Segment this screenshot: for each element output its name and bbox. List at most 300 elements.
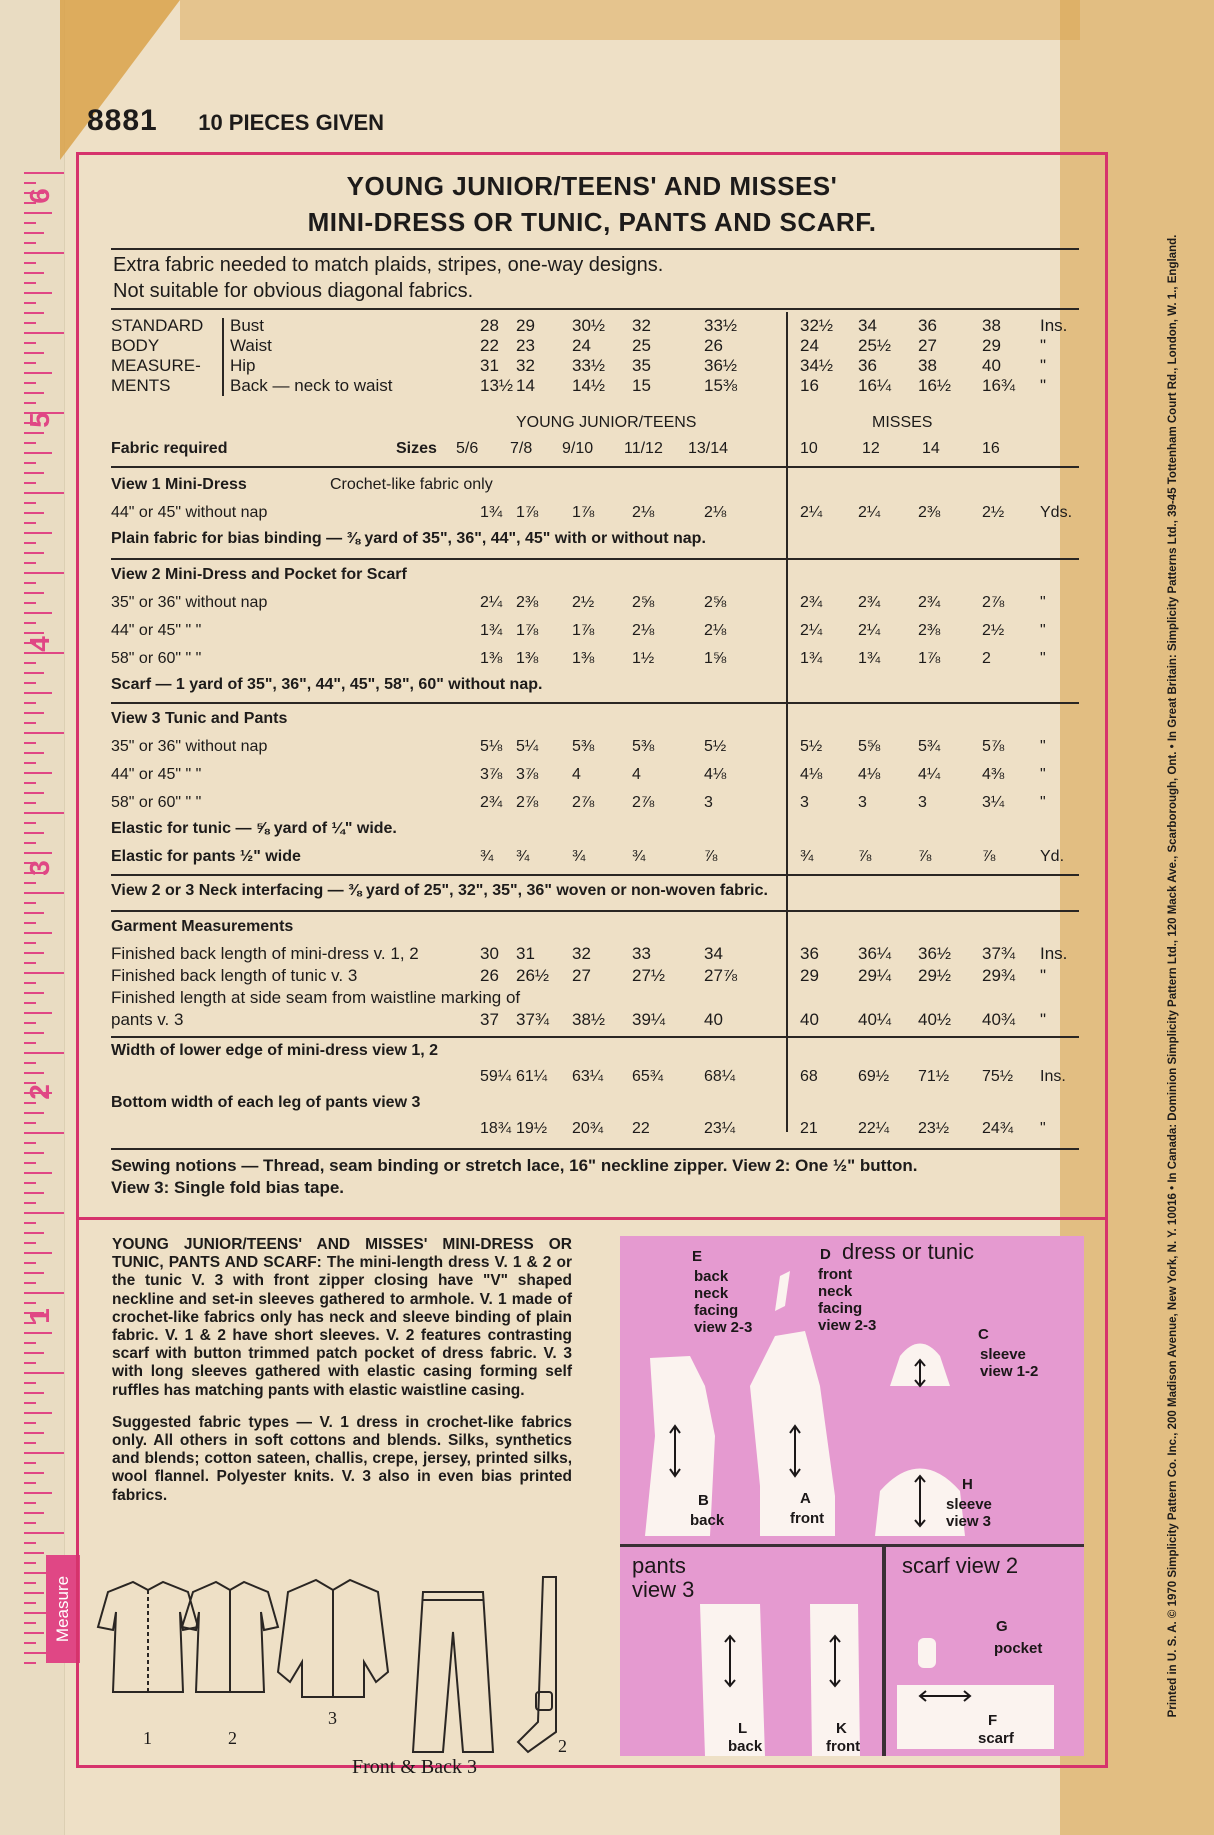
misses-value: 5⅝ [858,738,881,755]
misses-value: ⅞ [918,848,932,865]
ruler-tick [24,1642,36,1644]
ruler-tick [24,372,52,374]
teens-value: 3⅞ [480,766,503,783]
measurement-name: Waist [230,336,272,355]
teens-value: 27½ [632,966,666,985]
teens-value: 34 [704,944,723,963]
rule [111,874,1079,876]
ruler-tick [24,992,44,994]
teens-value: 33½ [704,316,738,335]
size-teens: 5/6 [456,440,479,457]
ruler-tick [24,472,44,474]
interfacing: View 2 or 3 Neck interfacing — ⅜ yard of 25", 32", 35", 36" woven or non-woven fabric. [111,882,768,899]
piece-l-label: back [728,1738,763,1755]
ruler-tick [24,732,64,734]
unit: Ins. [1040,1068,1066,1085]
unit: " [1040,766,1046,783]
ruler-tick [24,342,36,344]
ruler-tick [24,532,52,534]
misses-value: 16¾ [982,376,1016,395]
teens-value: 36½ [704,356,738,375]
teens-value: 23 [516,336,535,355]
measurement-brace [222,318,230,396]
ruler-tick [24,712,44,714]
ruler-tick [24,452,52,454]
measurement-name: Bust [230,316,265,335]
teens-value: 25 [632,336,651,355]
teens-value: 1⅜ [516,650,539,667]
misses-value: 4⅛ [858,766,881,783]
teens-value: 26½ [516,966,550,985]
ruler-tick [24,612,52,614]
dress-heading: dress or tunic [842,1239,975,1264]
misses-value: 34 [858,316,877,335]
misses-value: 40¼ [858,1010,892,1029]
ruler-tick [24,1162,36,1164]
ruler-tick [24,1252,52,1254]
rule [111,558,1079,560]
ruler-tick [24,1432,44,1434]
piece-c-label: sleeve view 1-2 [980,1346,1039,1380]
ruler-tick [24,1492,52,1494]
ruler-tick [24,522,36,524]
ruler-tick [24,1032,44,1034]
ruler-tick [24,912,44,914]
ruler-tick [24,1402,36,1404]
teens-value: 2⅝ [632,594,655,611]
ruler-tick [24,962,36,964]
elastic-tunic: Elastic for tunic — ⅝ yard of ¼" wide. [111,820,397,837]
misses-heading: MISSES [872,414,933,431]
measurement-name: Hip [230,356,256,375]
box-divider [79,1217,1105,1220]
piece-b-back [645,1356,715,1536]
ruler-tick [24,1042,36,1044]
view1-title: View 1 Mini-Dress [111,476,247,493]
misses-value: 68 [800,1068,818,1085]
ruler-tick [24,572,64,574]
misses-value: 2⅞ [982,594,1005,611]
ruler-tick [24,382,36,384]
misses-value: 5¾ [918,738,941,755]
ruler-tick [24,1302,36,1304]
misses-value: 38 [982,316,1001,335]
ruler-tick [24,882,36,884]
ruler-tick [24,442,36,444]
ruler-tick [24,1502,36,1504]
ruler-tick [24,1112,44,1114]
ruler-tick [24,1292,64,1294]
ruler-tick [24,1592,44,1594]
ruler-tick [24,632,44,634]
ruler-tick [24,392,44,394]
ruler-tick [24,302,36,304]
misses-value: 75½ [982,1068,1014,1085]
ruler-tick [24,1412,52,1414]
measure-tag [46,1555,80,1663]
size-misses: 16 [982,440,1000,457]
misses-value: 2½ [982,622,1005,639]
piece-l-letter: L [738,1720,748,1737]
row-label: 35" or 36" without nap [111,594,268,611]
size-misses: 10 [800,440,818,457]
sketch-caption: Front & Back 3 [352,1756,477,1778]
ruler-tick [24,972,64,974]
unit: Yds. [1040,504,1073,521]
ruler-tick [24,1602,36,1604]
ruler-tick [24,182,36,184]
ruler-tick [24,462,36,464]
garment-heading: Garment Measurements [111,918,294,935]
row-label: pants v. 3 [111,1010,184,1029]
measurement-label: MENTS [111,376,171,395]
notions-line-1: Sewing notions — Thread, seam binding or stretch lace, 16" neckline zipper. View 2: One ½" button. [111,1156,918,1175]
ruler-label: 6 [23,188,55,204]
teens-value: 15⅜ [704,376,738,395]
ruler-tick [24,1222,36,1224]
leg-label: Bottom width of each leg of pants view 3 [111,1094,421,1111]
ruler-tick [24,722,36,724]
teens-value: 23¼ [704,1120,736,1137]
ruler-tick [24,1232,44,1234]
misses-value: 36 [858,356,877,375]
ruler-tick [24,982,36,984]
unit: " [1040,356,1047,375]
unit: " [1040,650,1046,667]
ruler-tick [24,212,52,214]
teens-value: ⅞ [704,848,718,865]
unit: " [1040,1010,1047,1029]
piece-d-letter: D [820,1246,831,1263]
piece-e-letter: E [692,1248,703,1265]
misses-value: 1¾ [800,650,823,667]
unit: Yd. [1040,848,1065,865]
ruler-tick [24,562,36,564]
piece-a-letter: A [800,1490,811,1507]
ruler-tick [24,932,52,934]
ruler-tick [24,1372,64,1374]
piece-f-label: scarf [978,1730,1014,1747]
unit: Ins. [1040,944,1068,963]
teens-value: 65¾ [632,1068,664,1085]
ruler-tick [24,702,36,704]
teens-value: 5⅜ [632,738,655,755]
misses-value: 3 [800,794,809,811]
ruler-tick [24,1622,36,1624]
ruler-tick [24,1282,36,1284]
misses-value: 40¾ [982,1010,1016,1029]
note-line-1: Extra fabric needed to match plaids, stripes, one-way designs. [113,254,664,276]
sketch-number-scarf: 2 [558,1736,567,1756]
ruler-tick [24,592,44,594]
teens-value: 13½ [480,376,514,395]
misses-value: 1¾ [858,650,881,667]
teens-value: 1⅞ [572,622,595,639]
ruler-tick [24,322,36,324]
ruler-tick [24,1102,36,1104]
misses-value: 1⅞ [918,650,941,667]
sizes-label: Sizes [396,440,437,457]
piece-g-label: pocket [994,1640,1043,1657]
teens-value: 2⅞ [632,794,655,811]
rule [111,248,1079,250]
notes [113,252,663,304]
misses-value: 29½ [918,966,952,985]
ruler-tick [24,1022,36,1024]
ruler-tick [24,1462,36,1464]
ruler-label: 5 [23,412,55,428]
teens-value: 32 [516,356,535,375]
ruler-tick [24,792,44,794]
teens-value: 2⅛ [632,622,655,639]
teens-value: 32 [572,944,591,963]
fabric-types-paragraph: Suggested fabric types — V. 1 dress in crochet-like fabrics only. All others in soft cottons and blends. Silks, synthetics and blends; cotton sateen, challis, crepe, jersey, printed silks, wool flannel. Polyester knits. V. 3 also in even bias printed fabrics. [112,1413,572,1504]
view1-binding: Plain fabric for bias binding — ⅜ yard of 35", 36", 44", 45" with or without nap. [111,530,706,547]
misses-value: 2¾ [918,594,941,611]
teens-value: 2⅝ [704,594,727,611]
misses-value: 2¼ [800,504,823,521]
ruler-tick [24,1242,36,1244]
teens-value: 33 [632,944,651,963]
measurement-name: Back — neck to waist [230,376,393,395]
ruler-tick [24,222,36,224]
teens-value: 35 [632,356,651,375]
teens-value: 2½ [572,594,595,611]
teens-value: 4 [632,766,641,783]
ruler-tick [24,1122,36,1124]
ruler-tick [24,1532,64,1534]
teens-value: 5⅜ [572,738,595,755]
ruler-tick [24,262,36,264]
teens-value: 19½ [516,1120,548,1137]
ruler-tick [24,772,52,774]
piece-k-letter: K [836,1720,847,1737]
row-label: 44" or 45" " " [111,622,202,639]
ruler-tick [24,1002,36,1004]
ruler-tick [24,1132,64,1134]
teens-value: 2¾ [480,794,503,811]
unit: " [1040,794,1046,811]
rule [111,466,1079,468]
rule [111,910,1079,912]
misses-value: 24¾ [982,1120,1014,1137]
rule [111,702,1079,704]
view2-title: View 2 Mini-Dress and Pocket for Scarf [111,566,407,583]
sketch-number-3: 3 [328,1708,337,1728]
misses-value: 36¼ [858,944,892,963]
piece-f-letter: F [988,1712,998,1729]
misses-value: 24 [800,336,819,355]
view2-scarf: Scarf — 1 yard of 35", 36", 44", 45", 58", 60" without nap. [111,676,543,693]
unit: " [1040,376,1047,395]
ruler-tick [24,542,36,544]
teens-value: 5½ [704,738,727,755]
column-divider [786,312,788,1132]
piece-a-front [750,1331,835,1536]
teens-value: 5¼ [516,738,539,755]
misses-value: 36 [800,944,819,963]
misses-value: 2¼ [858,504,881,521]
ruler-tick [24,602,36,604]
teens-value: 1⅞ [516,504,539,521]
view3-title: View 3 Tunic and Pants [111,710,288,727]
envelope-header [87,104,384,138]
ruler-tick [24,1212,64,1214]
misses-value: 27 [918,336,937,355]
piece-d-front-facing [775,1271,790,1311]
sketch-pants [413,1592,493,1752]
teens-value: 26 [704,336,723,355]
ruler-label: 1 [23,1308,55,1324]
size-teens: 11/12 [624,440,663,457]
ruler-tick [24,502,36,504]
sketch-number-2: 2 [228,1728,237,1748]
misses-value: 3 [858,794,867,811]
elastic-pants-label: Elastic for pants ½" wide [111,848,301,865]
ruler-tick [24,1332,52,1334]
notions-line-2: View 3: Single fold bias tape. [111,1178,345,1197]
teens-value: 22 [632,1120,650,1137]
teens-value: 20¾ [572,1120,604,1137]
misses-value: ⅞ [858,848,872,865]
ruler-tick [24,1562,36,1564]
ruler-tick [24,682,36,684]
teens-value: 32 [632,316,651,335]
ruler-tick [24,1192,44,1194]
teens-value: 39¼ [632,1010,666,1029]
teens-value: 63¼ [572,1068,604,1085]
teens-value: 24 [572,336,591,355]
ruler-tick [24,1422,36,1424]
ruler-tick [24,1072,44,1074]
ruler-tick [24,1182,36,1184]
unit: Ins. [1040,316,1068,335]
teens-value: 2⅛ [632,504,655,521]
teens-value: 27 [572,966,591,985]
misses-value: 23½ [918,1120,950,1137]
teens-value: 15 [632,376,651,395]
teens-value: 1⅝ [704,650,727,667]
misses-value: 2¾ [858,594,881,611]
teens-value: 28 [480,316,499,335]
ruler-label: 2 [23,1084,55,1100]
ruler-tick [24,1172,52,1174]
pattern-number: 8881 [87,104,158,137]
ruler-tick [24,922,36,924]
piece-g-pocket [918,1638,936,1668]
ruler-tick [24,1552,44,1554]
unit: " [1040,622,1046,639]
ruler-tick [24,352,44,354]
teens-value: 22 [480,336,499,355]
misses-value: 40½ [918,1010,952,1029]
ruler-tick [24,482,36,484]
teens-value: ¾ [516,848,530,865]
measurement-label: MEASURE- [111,356,201,375]
ruler-tick [24,1152,44,1154]
row-label: Finished back length of tunic v. 3 [111,966,358,985]
ruler-tick [24,942,36,944]
misses-value: 2⅜ [918,622,941,639]
ruler-tick [24,232,44,234]
unit: " [1040,594,1046,611]
ruler-tick [24,1362,36,1364]
ruler-tick [24,1522,36,1524]
teens-value: 1¾ [480,504,503,521]
teens-value: 38½ [572,1010,606,1029]
ruler-tick [24,1452,64,1454]
ruler-tick [24,582,36,584]
ruler-tick [24,1542,36,1544]
ruler-tick [24,172,64,174]
ruler-tick [24,752,44,754]
row-label: Finished length at side seam from waistline marking of [111,988,521,1007]
teens-value: 18¾ [480,1120,512,1137]
misses-value: 3 [918,794,927,811]
teens-value: 31 [516,944,535,963]
ruler-tick [24,892,64,894]
teens-value: 37¾ [516,1010,550,1029]
misses-value: 21 [800,1120,818,1137]
piece-e-label: back neck facing view 2-3 [694,1268,753,1336]
teens-value: 2⅜ [516,594,539,611]
misses-value: 4⅜ [982,766,1005,783]
teens-heading: YOUNG JUNIOR/TEENS [516,414,697,431]
measuring-ruler [24,172,70,1672]
misses-value: 2⅜ [918,504,941,521]
size-misses: 12 [862,440,880,457]
garment-sketches [88,1572,588,1757]
ruler-tick [24,282,36,284]
size-teens: 7/8 [510,440,533,457]
rule [111,1036,1079,1038]
misses-value: 2½ [982,504,1005,521]
teens-value: 2¼ [480,594,503,611]
sketch-scarf [518,1577,556,1752]
teens-value: 4⅛ [704,766,727,783]
piece-a-label: front [790,1510,825,1527]
misses-value: 40 [800,1010,819,1029]
ruler-tick [24,402,36,404]
ruler-tick [24,852,52,854]
ruler-tick [24,332,64,334]
sketch-number-1: 1 [143,1728,152,1748]
ruler-tick [24,492,64,494]
misses-value: 38 [918,356,937,375]
teens-value: 3 [704,794,713,811]
piece-d-label: front neck facing view 2-3 [818,1266,877,1334]
unit: " [1040,738,1046,755]
ruler-tick [24,1062,36,1064]
measurement-label: STANDARD [111,316,204,335]
ruler-tick [24,252,64,254]
misses-value: 2 [982,650,991,667]
ruler-tick [24,362,36,364]
ruler-tick [24,832,44,834]
teens-value: ¾ [572,848,586,865]
row-label: 35" or 36" without nap [111,738,268,755]
misses-value: 29¼ [858,966,892,985]
ruler-tick [24,512,44,514]
misses-value: 36 [918,316,937,335]
teens-value: ¾ [480,848,494,865]
unit: " [1040,966,1047,985]
ruler-tick [24,272,44,274]
piece-b-label: back [690,1512,725,1529]
misses-value: 16 [800,376,819,395]
piece-b-letter: B [698,1492,709,1509]
publisher-side-text [1148,200,1188,1770]
